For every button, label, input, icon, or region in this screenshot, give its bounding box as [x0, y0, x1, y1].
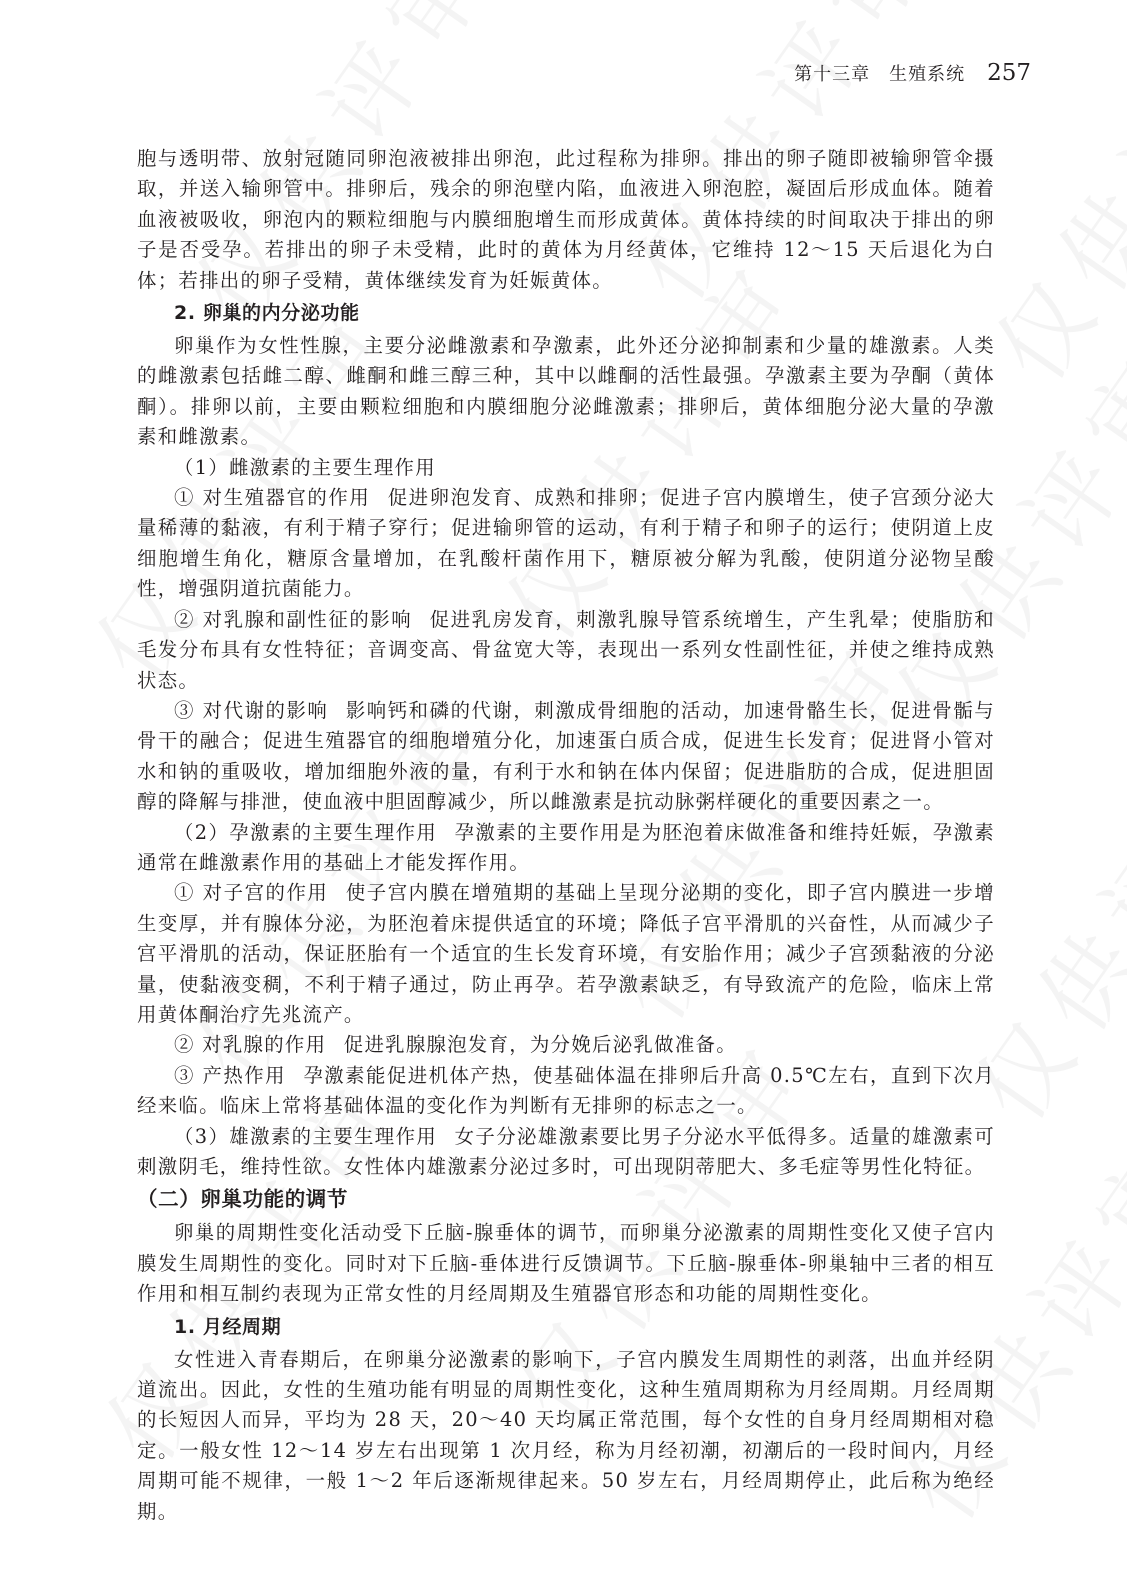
item-text: 女子分泌雄激素要比男子分泌水平低得多。适量的雄激素可刺激阴毛，维持性欲。女性体内雄激素分泌过多时，可出现阴蒂肥大、多毛症等男性化特征。 — [137, 1124, 995, 1178]
item-text: 孕激素能促进机体产热，使基础体温在排卵后升高 0.5℃左右，直到下次月经来临。临床上常将基础体温的变化作为判断有无排卵的标志之一。 — [137, 1063, 995, 1118]
subsection-estrogen-title: （1）雌激素的主要生理作用 — [174, 455, 436, 479]
paragraph-ovary-hormones: 卵巢作为女性性腺，主要分泌雌激素和孕激素，此外还分泌抑制素和少量的雄激素。人类的雌激素包括雌二醇、雌酮和雌三醇三种，其中以雌酮的活性最强。孕激素主要为孕酮（黄体酮）。排卵以前，主要由颗粒细胞和内膜细胞分泌雌激素；排卵后，黄体细胞分泌大量的孕激素和雌激素。 — [137, 334, 995, 449]
section-heading-menstrual-cycle: 1. 月经周期 — [174, 1315, 282, 1338]
item-lead: ③ 产热作用 — [174, 1063, 286, 1087]
section-heading-ovary-regulation: （二）卵巢功能的调节 — [137, 1187, 348, 1212]
item-estrogen-reproductive-organs — [137, 483, 995, 605]
item-text: 孕激素的主要作用是为胚泡着床做准备和维持妊娠，孕激素通常在雌激素作用的基础上才能发挥作用。 — [137, 820, 995, 874]
item-lead: （2）孕激素的主要生理作用 — [174, 820, 438, 844]
item-text: 促进乳房发育，刺激乳腺导管系统增生，产生乳晕；使脂肪和毛发分布具有女性特征；音调变高、骨盆宽大等，表现出一系列女性副性征，并使之维持成熟状态。 — [137, 607, 995, 692]
item-text: 促进卵泡发育、成熟和排卵；促进子宫内膜增生，使子宫颈分泌大量稀薄的黏液，有利于精子穿行；促进输卵管的运动，有利于精子和卵子的运行；使阴道上皮细胞增生角化，糖原含量增加，在乳酸杆菌作用下，糖原被分解为乳酸，使阴道分泌物呈酸性，增强阴道抗菌能力。 — [137, 486, 995, 601]
page-body — [137, 144, 995, 1527]
item-estrogen-metabolism — [137, 696, 995, 818]
running-header — [794, 60, 1031, 86]
item-progesterone-breast — [137, 1030, 995, 1060]
item-progesterone-uterus — [137, 878, 995, 1030]
paragraph-menstrual-cycle: 女性进入青春期后，在卵巢分泌激素的影响下，子宫内膜发生周期性的剥落，出血并经阴道流出。因此，女性的生殖功能有明显的周期性变化，这种生殖周期称为月经周期。月经周期的长短因人而异，平均为 28 天，20～40 天均属正常范围，每个女性的自身月经周期相对稳定。一般女性 12～14 岁左右出现第 1 次月经，称为月经初潮，初潮后的一段时间内，月经周期可能不规律，一般 1～2 年后逐渐规律起来。50 岁左右，月经周期停止，此后称为绝经期。 — [137, 1347, 995, 1523]
item-lead: ③ 对代谢的影响 — [174, 698, 329, 722]
page-number: 257 — [987, 60, 1031, 86]
subsection-androgen — [137, 1122, 995, 1183]
chapter-title: 第十三章 生殖系统 — [794, 64, 966, 85]
item-lead: ② 对乳腺和副性征的影响 — [174, 607, 413, 631]
item-lead: ② 对乳腺的作用 — [174, 1033, 327, 1057]
paragraph-ovulation-continued: 胞与透明带、放射冠随同卵泡液被排出卵泡，此过程称为排卵。排出的卵子随即被输卵管伞摄取，并送入输卵管中。排卵后，残余的卵泡壁内陷，血液进入卵泡腔，凝固后形成血体。随着血液被吸收，卵泡内的颗粒细胞与内膜细胞增生而形成黄体。黄体持续的时间取决于排出的卵子是否受孕。若排出的卵子未受精，此时的黄体为月经黄体，它维持 12～15 天后退化为白体；若排出的卵子受精，黄体继续发育为妊娠黄体。 — [137, 147, 995, 292]
section-heading-ovary-endocrine: 2. 卵巢的内分泌功能 — [174, 302, 360, 325]
item-text: 使子宫内膜在增殖期的基础上呈现分泌期的变化，即子宫内膜进一步增生变厚，并有腺体分泌，为胚泡着床提供适宜的环境；降低子宫平滑肌的兴奋性，从而减少子宫平滑肌的活动，保证胚胎有一个适宜的生长发育环境，有安胎作用；减少子宫颈黏液的分泌量，使黏液变稠，不利于精子通过，防止再孕。若孕激素缺乏，有导致流产的危险，临床上常用黄体酮治疗先兆流产。 — [137, 881, 995, 1026]
item-lead: ① 对子宫的作用 — [174, 881, 329, 905]
item-text: 影响钙和磷的代谢，刺激成骨细胞的活动，加速骨骼生长，促进骨骺与骨干的融合；促进生殖器官的细胞增殖分化，加速蛋白质合成，促进生长发育；促进肾小管对水和钠的重吸收，增加细胞外液的量，有利于水和钠在体内保留；促进脂肪的合成，促进胆固醇的降解与排泄，使血液中胆固醇减少，所以雌激素是抗动脉粥样硬化的重要因素之一。 — [137, 698, 995, 814]
item-text: 促进乳腺腺泡发育，为分娩后泌乳做准备。 — [343, 1033, 737, 1057]
item-progesterone-thermogenic — [137, 1061, 995, 1122]
item-lead: （3）雄激素的主要生理作用 — [174, 1124, 438, 1148]
paragraph-hypothalamus-pituitary-ovary-axis: 卵巢的周期性变化活动受下丘脑-腺垂体的调节，而卵巢分泌激素的周期性变化又使子宫内膜发生周期性的变化。同时对下丘脑-垂体进行反馈调节。下丘脑-腺垂体-卵巢轴中三者的相互作用和相互制约表现为正常女性的月经周期及生殖器官形态和功能的周期性变化。 — [137, 1221, 995, 1306]
item-estrogen-breast-sex-traits — [137, 605, 995, 696]
subsection-progesterone — [137, 818, 995, 879]
item-lead: ① 对生殖器官的作用 — [174, 486, 371, 510]
